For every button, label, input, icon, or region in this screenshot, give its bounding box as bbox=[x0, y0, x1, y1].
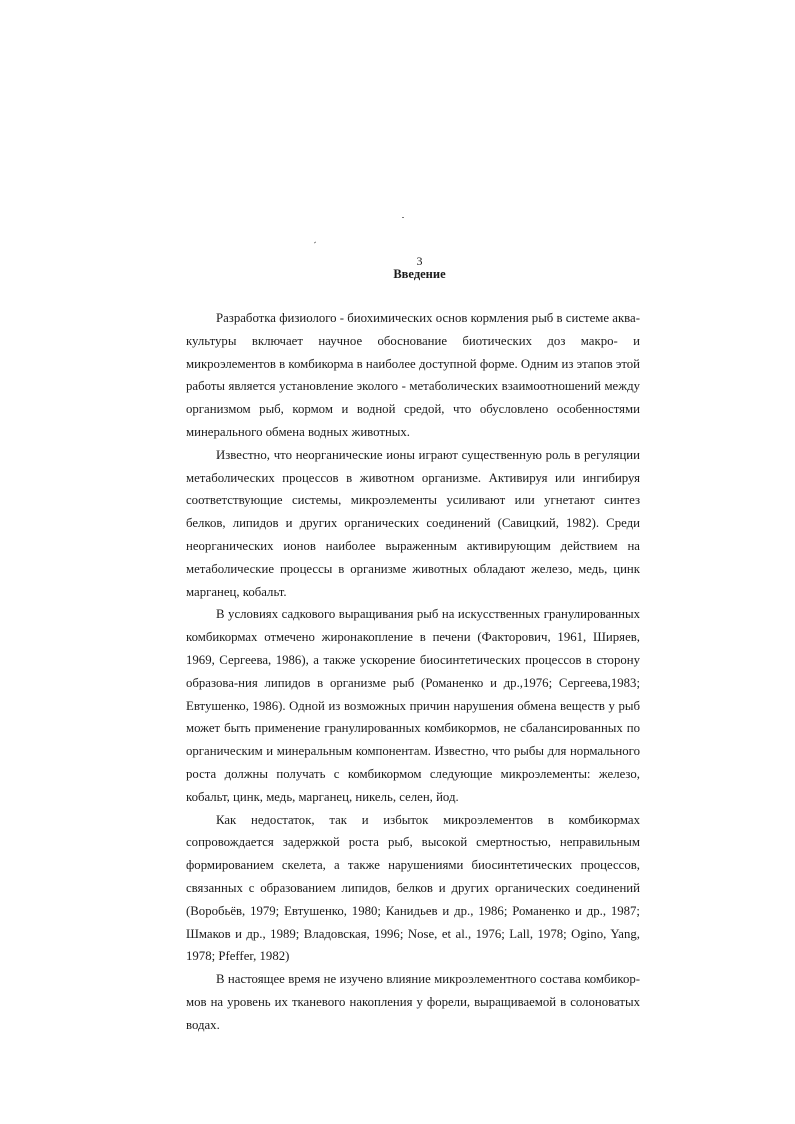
paragraph-1: Разработка физиолого - биохимических основ кормления рыб в системе аква-культуры включает научное обоснование биотических доз макро- и микроэлементов в комбикорма в наиболее доступной форме. Одним из этапов этой работы является установление эколого - метаболических взаимоотношений между организмом рыб, кормом и водной средой, что обусловлено особенностями минерального обмена водных животных. bbox=[186, 311, 640, 439]
page-number: 3 bbox=[416, 254, 423, 268]
page-title: Введение bbox=[393, 267, 446, 281]
paragraph-3: В условиях садкового выращивания рыб на искусственных гранулированных комбикормах отмечено жиронакопление в печени (Факторович, 1961, Ширяев, 1969, Сергеева, 1986), а также ускорение биосинтетических процессов в сторону образова-ния липидов в организме рыб (Романенко и др.,1976; Сергеева,1983; Евтушенко, 1986). Одной из возможных причин нарушения обмена веществ у рыб может быть применение гранулированных комбикормов, не сбалансированных по органическим и минеральным компонентам. Известно, что рыбы для нормального роста должны получать с комбикормом следующие микроэлементы: железо, кобальт, цинк, медь, марганец, никель, селен, йод. bbox=[186, 607, 640, 804]
paragraph-5: В настоящее время не изучено влияние микроэлементного состава комбикор-мов на уровень их тканевого накопления у форели, выращиваемой в солоноватых водах. bbox=[186, 972, 640, 1032]
scan-speck bbox=[402, 217, 404, 218]
paragraph-4: Как недостаток, так и избыток микроэлементов в комбикормах сопровождается задержкой роста рыб, высокой смертностью, неправильным формированием скелета, а также нарушениями биосинтетических процессов, связанных с образованием липидов, белков и других органических соединений (Воробьёв, 1979; Евтушенко, 1980; Канидьев и др., 1986; Романенко и др., 1987; Шмаков и др., 1989; Владовская, 1996; Nose, et al., 1976; Lall, 1978; Ogino, Yang, 1978; Pfeffer, 1982) bbox=[186, 812, 640, 964]
paragraph-2: Известно, что неорганические ионы играют существенную роль в регуляции метаболических процессов в животном организме. Активируя или ингибируя соответствующие системы, микроэлементы усиливают или угнетают синтез белков, липидов и других органических соединений (Савицкий, 1982). Среди неорганических ионов наиболее выраженным активирующим действием на метаболические процессы в организме животных обладают железо, медь, цинк марганец, кобальт. bbox=[186, 447, 640, 599]
body-text bbox=[186, 307, 640, 1037]
scan-speck bbox=[314, 241, 316, 243]
